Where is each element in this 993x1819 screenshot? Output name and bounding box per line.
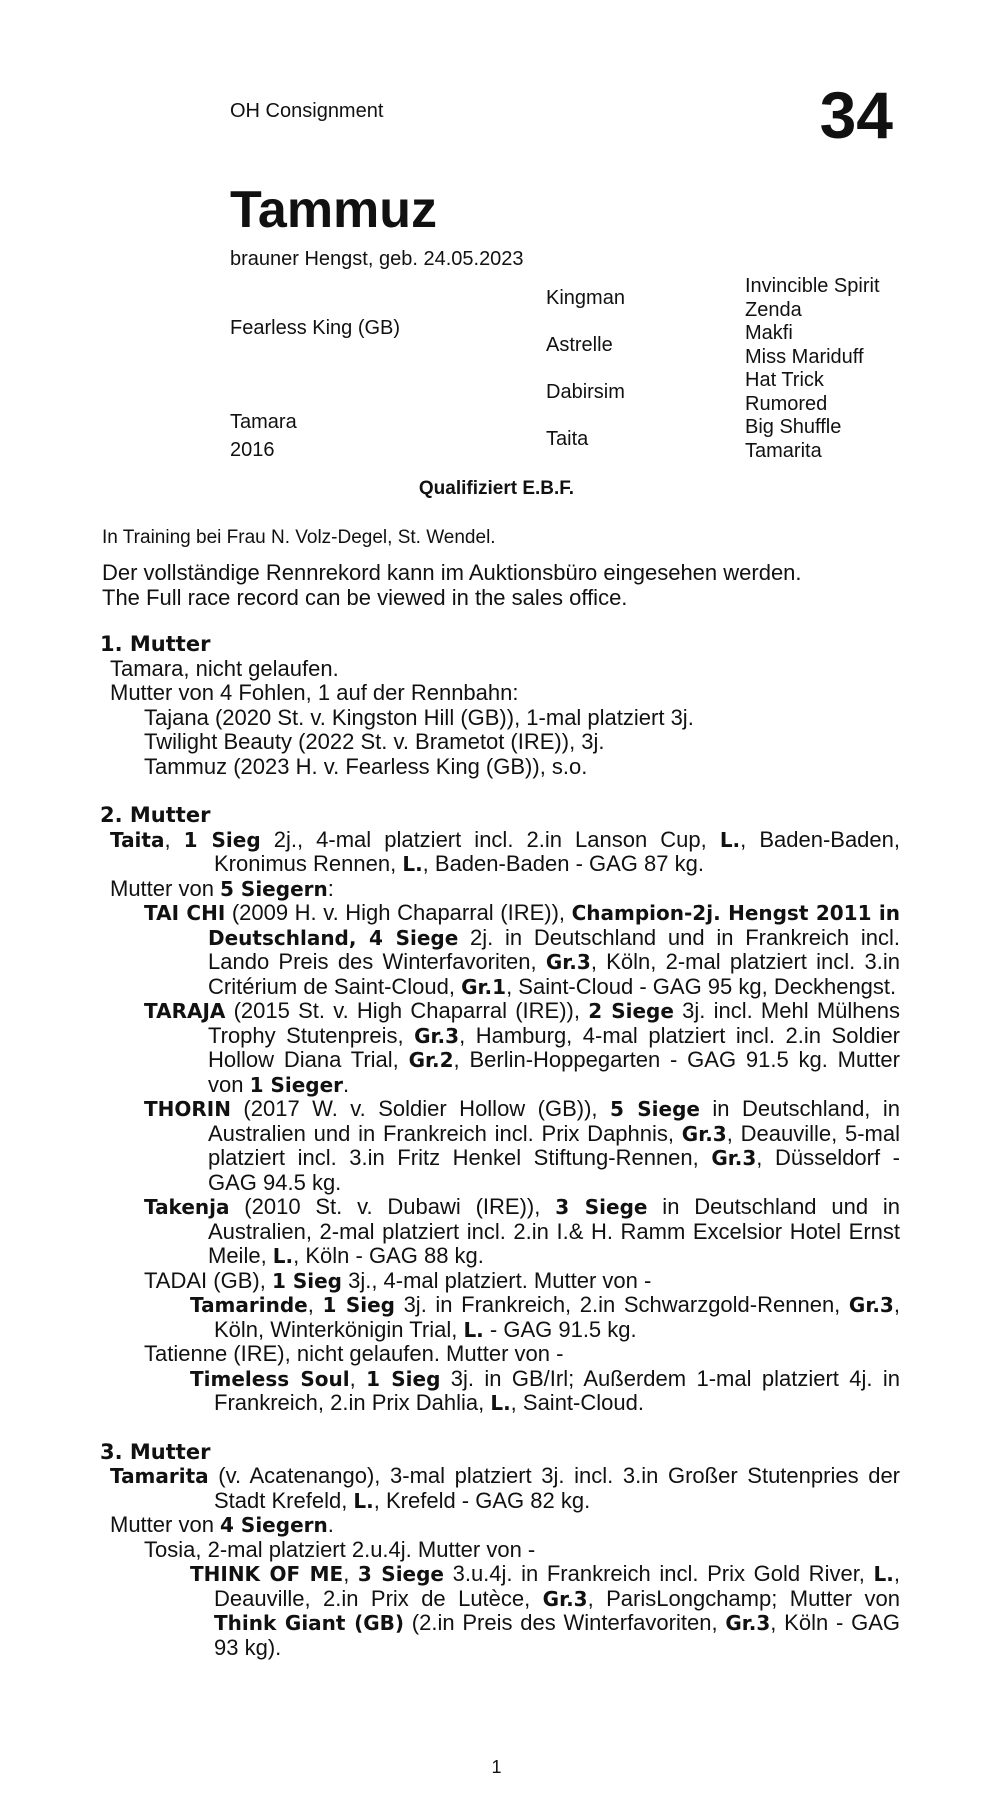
record-note-en: The Full race record can be viewed in the sales office. <box>102 585 628 610</box>
offspring-line: Tammuz (2023 H. v. Fearless King (GB)), s.o. <box>144 753 588 779</box>
catalogue-body <box>100 632 900 1660</box>
entry-tai-chi: TAI CHI (2009 H. v. High Chaparral (IRE)), Champion-2j. Hengst 2011 in Deutschland, 4 Siege 2j. in Deutschland und in Frankreich incl. Lando Preis des Winterfavoriten, Gr.3, Köln, 2-mal platziert incl. 3.in Critérium de Saint-Cloud, Gr.1, Saint-Cloud - GAG 95 kg, Deckhengst. <box>144 900 900 999</box>
pedigree-grandparent: Kingman <box>546 287 625 309</box>
pedigree-dam-year: 2016 <box>230 439 275 461</box>
pedigree-great-grandparent: Miss Mariduff <box>745 346 864 368</box>
pedigree-grandparent: Dabirsim <box>546 381 625 403</box>
pedigree-great-grandparent: Invincible Spirit <box>745 275 880 297</box>
entry-think-of-me: THINK OF ME, 3 Siege 3.u.4j. in Frankreich incl. Prix Gold River, L., Deauville, 2.in Prix de Lutèce, Gr.3, ParisLongchamp; Mutter von Think Giant (GB) (2.in Preis des Winterfavoriten, Gr.3, Köln - GAG 93 kg). <box>190 1561 900 1660</box>
pedigree-great-grandparent: Rumored <box>745 393 828 415</box>
record-note-de: Der vollständige Rennrekord kann im Auktionsbüro eingesehen werden. <box>102 560 802 585</box>
pedigree-grandparent: Astrelle <box>546 334 613 356</box>
offspring-line: Tajana (2020 St. v. Kingston Hill (GB)), 1-mal platziert 3j. <box>144 704 694 730</box>
pedigree-great-grandparent: Big Shuffle <box>745 416 842 438</box>
qualification: Qualifiziert E.B.F. <box>418 478 575 499</box>
entry-tamarita: Tamarita (v. Acatenango), 3-mal platziert 3j. incl. 3.in Großer Stutenpries der Stadt Krefeld, L., Krefeld - GAG 82 kg. <box>110 1463 900 1513</box>
produce-line: Mutter von 4 Siegern. <box>110 1512 334 1537</box>
trainer-line: In Training bei Frau N. Volz-Degel, St. Wendel. <box>102 527 496 548</box>
entry-takenja: Takenja (2010 St. v. Dubawi (IRE)), 3 Siege in Deutschland und in Australien, 2-mal platziert incl. 2.in I.& H. Ramm Excelsior Hotel Ernst Meile, L., Köln - GAG 88 kg. <box>144 1194 901 1268</box>
pedigree-great-grandparent: Zenda <box>745 299 802 321</box>
pedigree-great-grandparent: Hat Trick <box>745 369 824 391</box>
record-note <box>102 560 802 610</box>
entry-tadai: TADAI (GB), 1 Sieg 3j., 4-mal platziert. Mutter von - <box>144 1267 652 1293</box>
entry-tatienne: Tatienne (IRE), nicht gelaufen. Mutter von - <box>144 1341 564 1366</box>
pedigree-great-grandparent: Makfi <box>745 322 793 344</box>
section-title: 3. Mutter <box>100 1439 211 1464</box>
produce-line: Mutter von 4 Fohlen, 1 auf der Rennbahn: <box>110 680 519 705</box>
horse-description: brauner Hengst, geb. 24.05.2023 <box>230 248 524 270</box>
horse-name: Tammuz <box>230 181 438 239</box>
offspring-line: Twilight Beauty (2022 St. v. Brametot (IRE)), 3j. <box>144 729 605 754</box>
entry-taita: Taita, 1 Sieg 2j., 4-mal platziert incl. 2.in Lanson Cup, L., Baden-Baden, Kronimus Rennen, L., Baden-Baden - GAG 87 kg. <box>110 826 901 876</box>
entry-taraja: TARAJA (2015 St. v. High Chaparral (IRE)), 2 Siege 3j. incl. Mehl Mülhens Trophy Stutenpreis, Gr.3, Hamburg, 4-mal platziert incl. 2.in Soldier Hollow Diana Trial, Gr.2, Berlin-Hoppegarten - GAG 91.5 kg. Mutter von 1 Sieger. <box>144 998 901 1097</box>
dam-line: Tamara, nicht gelaufen. <box>110 655 339 681</box>
section-title: 2. Mutter <box>100 803 211 827</box>
entry-tosia: Tosia, 2-mal platziert 2.u.4j. Mutter von - <box>144 1536 536 1562</box>
produce-line: Mutter von 5 Siegern: <box>110 875 334 901</box>
pedigree-great-grandparent: Tamarita <box>745 440 822 462</box>
pedigree-dam: Tamara <box>230 411 297 433</box>
pedigree-grandparent: Taita <box>546 428 589 450</box>
entry-timeless-soul: Timeless Soul, 1 Sieg 3j. in GB/Irl; Außerdem 1-mal platziert 4j. in Frankreich, 2.in Prix Dahlia, L., Saint-Cloud. <box>190 1365 900 1415</box>
lot-number: 34 <box>819 78 893 152</box>
entry-thorin: THORIN (2017 W. v. Soldier Hollow (GB)), 5 Siege in Deutschland, in Australien und in Frankreich incl. Prix Daphnis, Gr.3, Deauville, 5-mal platziert incl. 3.in Fritz Henkel Stiftung-Rennen, Gr.3, Düsseldorf - GAG 94.5 kg. <box>144 1096 901 1195</box>
consignment-label: OH Consignment <box>230 100 384 122</box>
section-title: 1. Mutter <box>100 632 211 656</box>
page-number: 1 <box>491 1757 502 1777</box>
pedigree-sire: Fearless King (GB) <box>230 317 401 339</box>
entry-tamarinde: Tamarinde, 1 Sieg 3j. in Frankreich, 2.in Schwarzgold-Rennen, Gr.3, Köln, Winterkönigin Trial, L. - GAG 91.5 kg. <box>190 1292 900 1342</box>
